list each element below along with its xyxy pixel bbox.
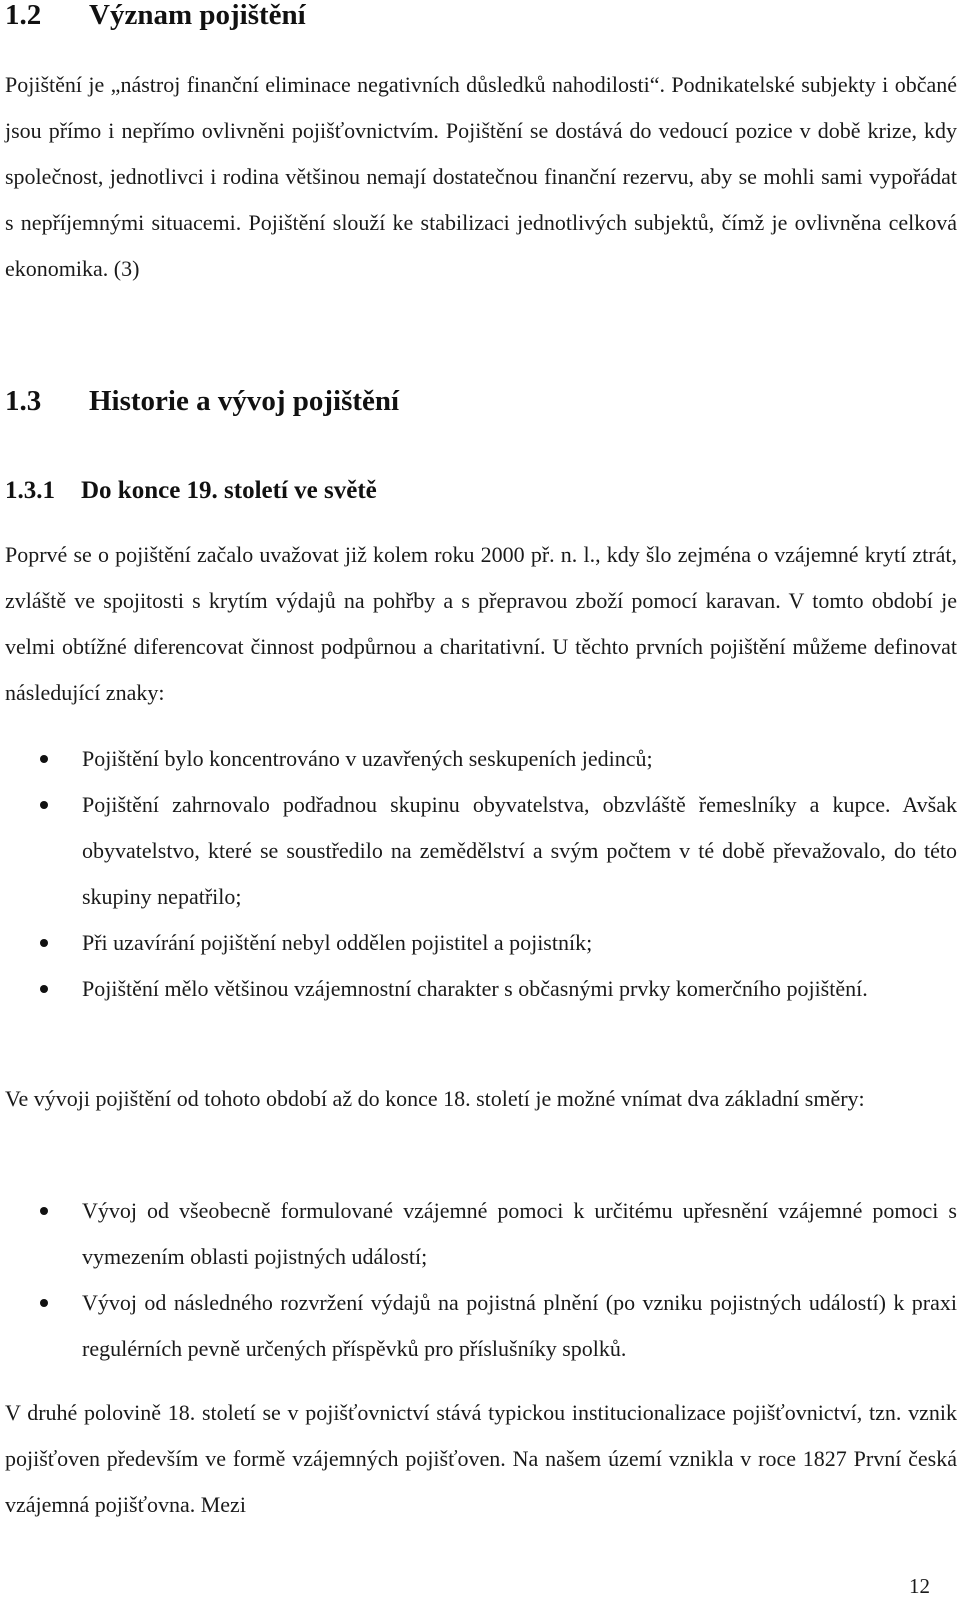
- list-item-text: Pojištění mělo většinou vzájemnostní charakter s občasnými prvky komerčního pojištění.: [82, 976, 868, 1001]
- paragraph-vyznam: Pojištění je „nástroj finanční eliminace negativních důsledků nahodilosti“. Podnikatelské subjekty i občané jsou přímo i nepřímo ovlivněni pojišťovnictvím. Pojištění se dostává do vedoucí pozice v době krize, kdy společnost, jednotlivci i rodina většinou nemají dostatečnou finanční rezervu, aby se mohli sami vypořádat s nepříjemnými situacemi. Pojištění slouží ke stabilizaci jednotlivých subjektů, čímž je ovlivněna celková ekonomika. (3): [5, 72, 957, 281]
- bullet-list-znaky: [5, 736, 957, 1012]
- list-item-text: Pojištění zahrnovalo podřadnou skupinu obyvatelstva, obzvláště řemeslníky a kupce. Avšak obyvatelstvo, které se soustředilo na zemědělství a svým počtem v té době převažovalo, do této skupiny nepatřilo;: [82, 792, 957, 909]
- section-title: Historie a vývoj pojištění: [89, 385, 400, 417]
- page-number: 12: [909, 1574, 930, 1598]
- section-heading-1-3: [5, 386, 399, 416]
- list-item-text: Při uzavírání pojištění nebyl oddělen pojistitel a pojistník;: [82, 930, 593, 955]
- section-number: 1.3: [5, 385, 42, 417]
- list-item: [5, 966, 957, 1012]
- list-item-text: Vývoj od následného rozvržení výdajů na pojistná plnění (po vzniku pojistných událostí) k praxi regulérních pevně určených příspěvků pro příslušníky spolků.: [82, 1290, 957, 1361]
- bullet-icon: [40, 939, 48, 947]
- list-item: [5, 1280, 957, 1372]
- subsection-heading-1-3-1: [5, 478, 377, 504]
- section-title: Význam pojištění: [89, 0, 306, 31]
- subsection-number: 1.3.1: [5, 477, 55, 504]
- paragraph-ve-vyvoji: Ve vývoji pojištění od tohoto období až do konce 18. století je možné vnímat dva základní směry:: [5, 1086, 865, 1111]
- paragraph-poprve: Poprvé se o pojištění začalo uvažovat již kolem roku 2000 př. n. l., kdy šlo zejména o vzájemné krytí ztrát, zvláště ve spojitosti s krytím výdajů na pohřby a s přepravou zboží pomocí karavan. V tomto období je velmi obtížné diferencovat činnost podpůrnou a charitativní. U těchto prvních pojištění můžeme definovat následující znaky:: [5, 542, 957, 705]
- paragraph-v-druhe-polovine: V druhé polovině 18. století se v pojišťovnictví stává typickou institucionalizace pojišťovnictví, tzn. vznik pojišťoven především ve formě vzájemných pojišťoven. Na našem území vznikla v roce 1827 První česká vzájemná pojišťovna. Mezi: [5, 1400, 957, 1517]
- list-item: [5, 920, 957, 966]
- bullet-icon: [40, 985, 48, 993]
- list-item: [5, 1188, 957, 1280]
- bullet-icon: [40, 801, 48, 809]
- bullet-icon: [40, 755, 48, 763]
- list-item: [5, 736, 957, 782]
- list-item-text: Vývoj od všeobecně formulované vzájemné pomoci k určitému upřesnění vzájemné pomoci s vymezením oblasti pojistných událostí;: [82, 1198, 957, 1269]
- bullet-list-smery: [5, 1188, 957, 1372]
- list-item: [5, 782, 957, 920]
- bullet-icon: [40, 1299, 48, 1307]
- section-number: 1.2: [5, 0, 42, 31]
- list-item-text: Pojištění bylo koncentrováno v uzavřených seskupeních jedinců;: [82, 746, 653, 771]
- section-heading-1-2: [5, 0, 306, 30]
- subsection-title: Do konce 19. století ve světě: [81, 477, 377, 504]
- bullet-icon: [40, 1207, 48, 1215]
